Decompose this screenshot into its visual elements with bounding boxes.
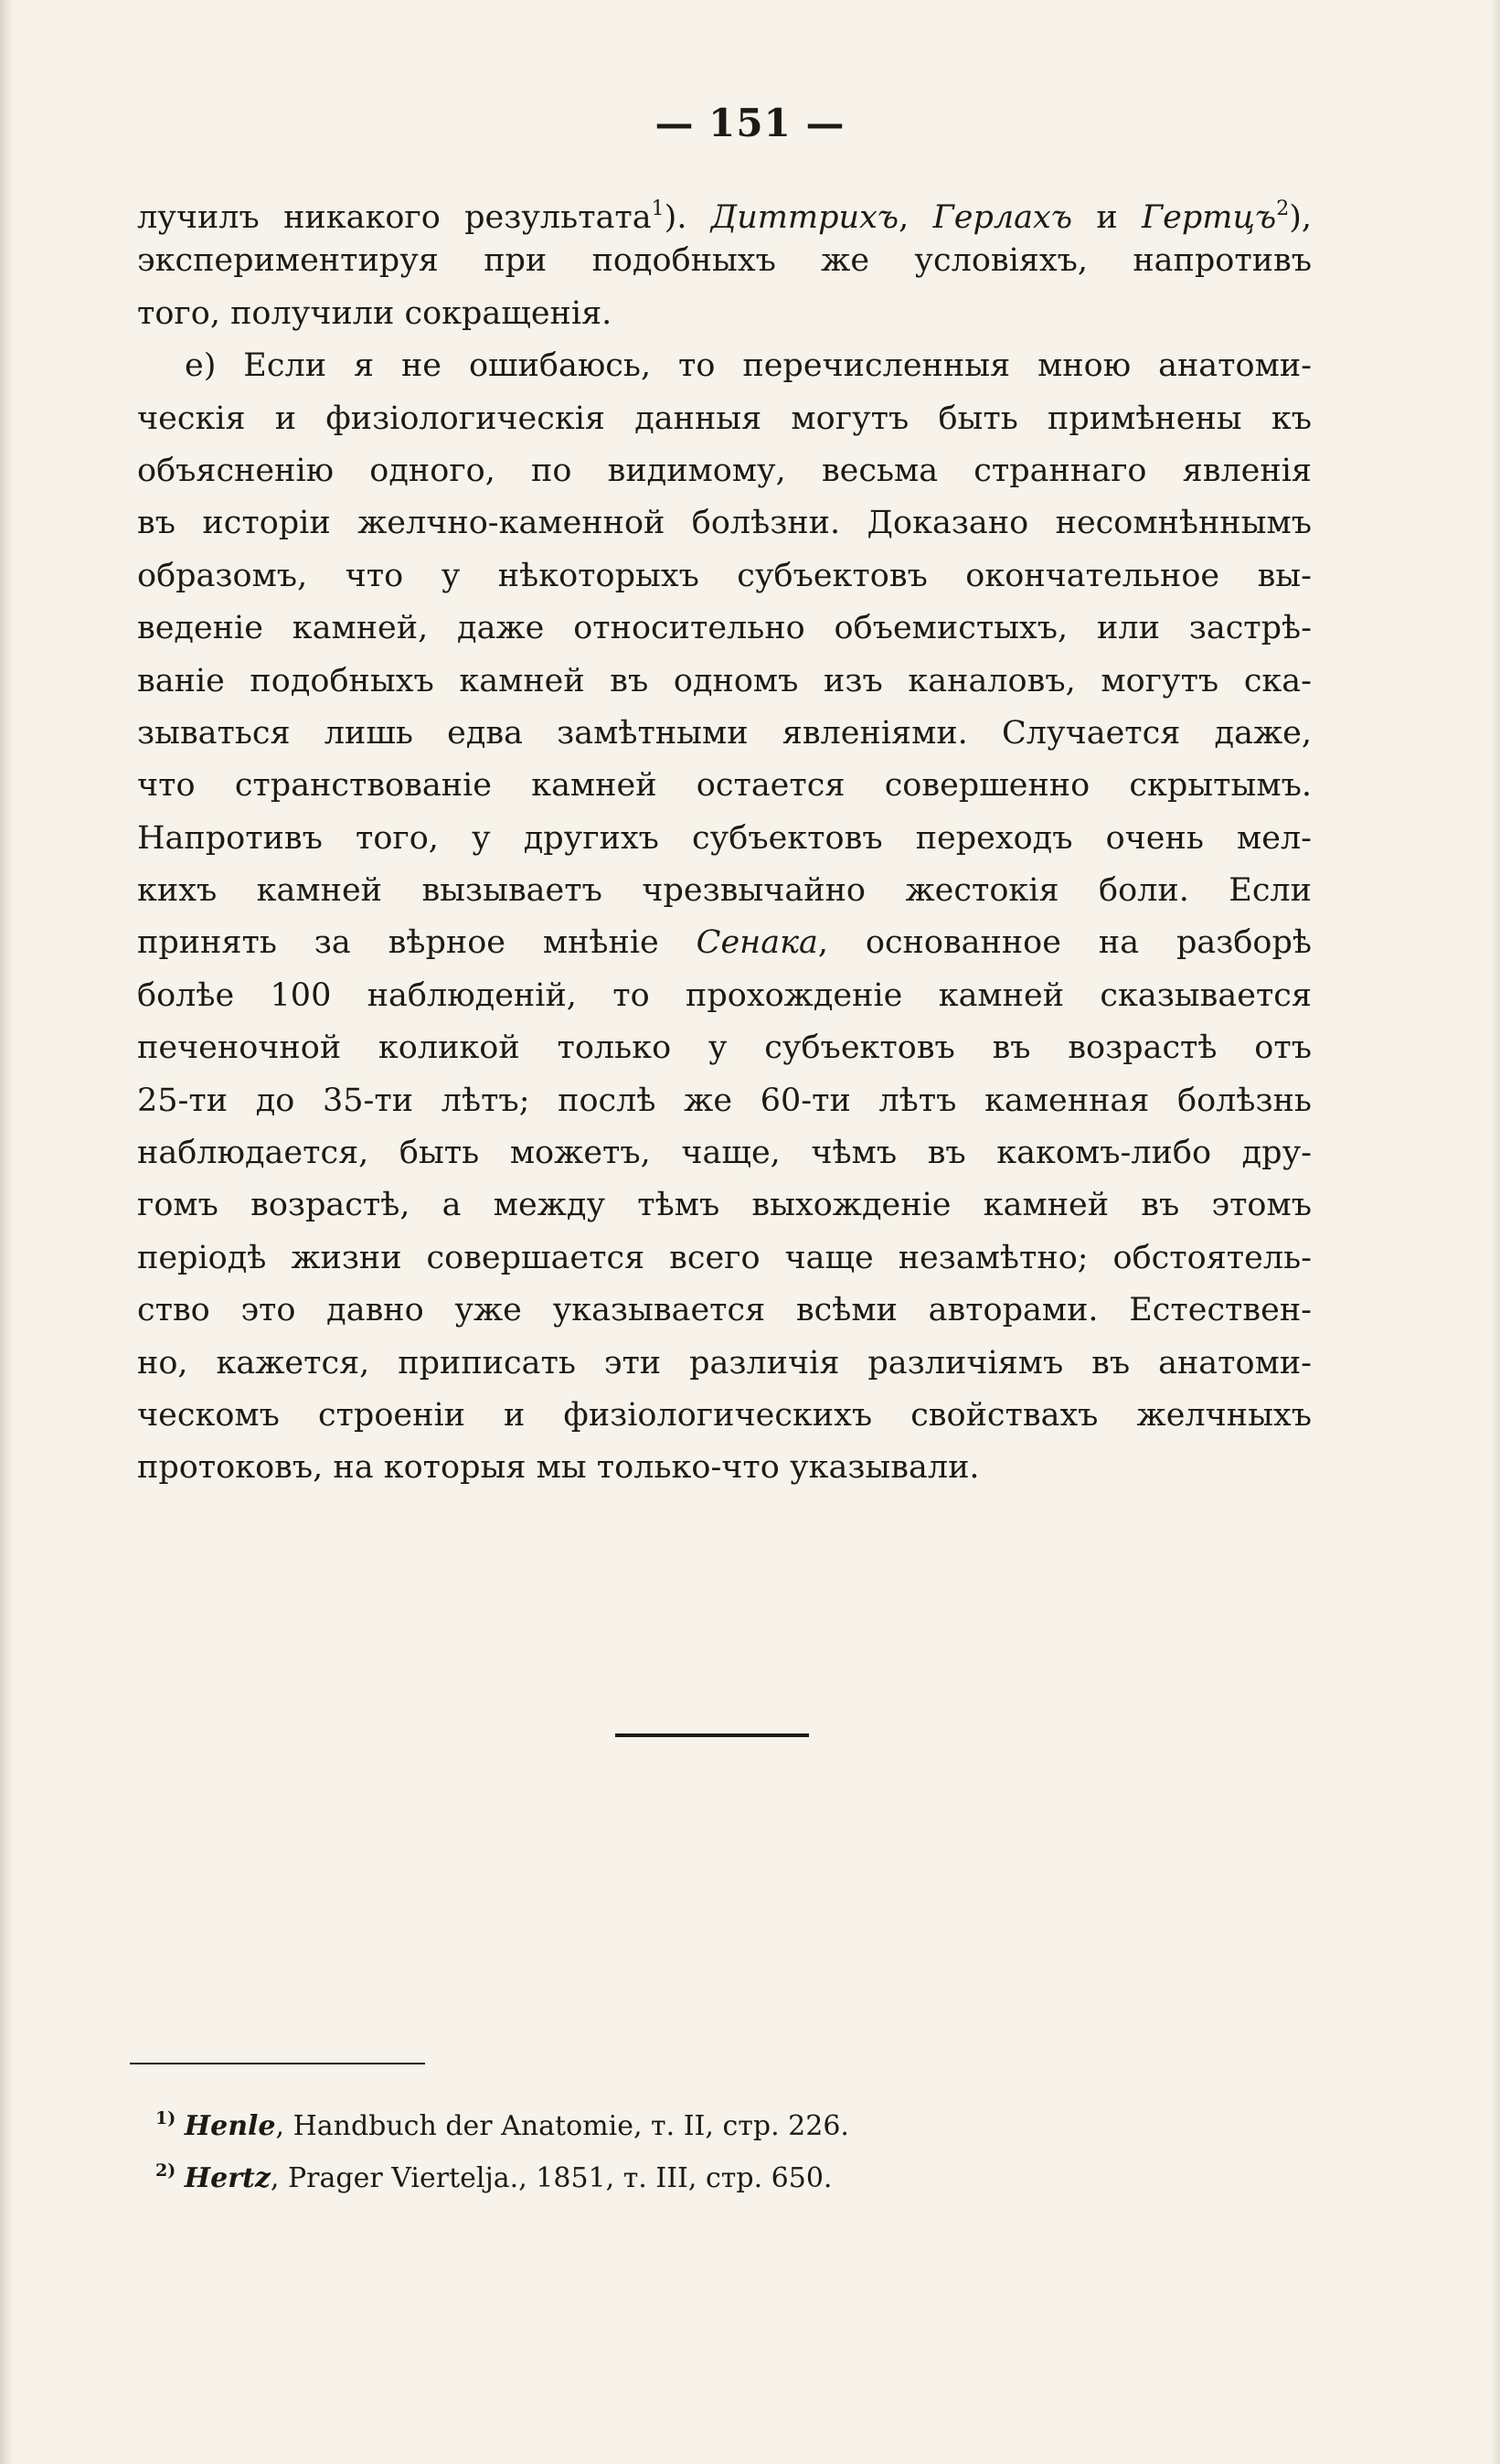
text-line bbox=[137, 917, 1312, 969]
text-line: но, кажется, приписать эти различія различіямъ въ анатоми- bbox=[137, 1344, 1312, 1381]
text-run: , bbox=[899, 199, 933, 236]
footnote-mark-paren: ) bbox=[167, 2108, 176, 2128]
author-name: Герлахъ bbox=[932, 199, 1073, 236]
footnote-2 bbox=[155, 2149, 978, 2201]
text-line: ство это давно уже указывается всѣми авторами. Естествен- bbox=[137, 1292, 1312, 1329]
text-line: протоковъ, на которыя мы только-что указывали. bbox=[137, 1449, 980, 1487]
text-line: ваніе подобныхъ камней въ одномъ изъ каналовъ, могутъ ска- bbox=[137, 662, 1312, 699]
section-divider bbox=[615, 1733, 809, 1737]
text-line: періодѣ жизни совершается всего чаще незамѣтно; обстоятель- bbox=[137, 1239, 1312, 1276]
text-line: ческомъ строеніи и физіологическихъ свойствахъ желчныхъ bbox=[137, 1396, 1312, 1434]
text-line: веденіе камней, даже относительно объемистыхъ, или застрѣ- bbox=[137, 610, 1312, 647]
text-line: зываться лишь едва замѣтными явленіями. Случается даже, bbox=[137, 714, 1312, 752]
text-run: принять за вѣрное мнѣніе bbox=[137, 924, 697, 962]
text-line: гомъ возрастѣ, а между тѣмъ выхожденіе камней въ этомъ bbox=[137, 1187, 1312, 1224]
text-run: ), bbox=[1289, 199, 1312, 236]
text-line bbox=[137, 183, 1312, 235]
footnotes bbox=[155, 2096, 978, 2201]
footnote-author: Hertz bbox=[184, 2162, 271, 2194]
text-run: и bbox=[1072, 199, 1142, 236]
page-number: — 151 — bbox=[654, 101, 846, 145]
footnote-mark: 2 bbox=[155, 2160, 168, 2181]
text-line: 25-ти до 35-ти лѣтъ; послѣ же 60-ти лѣтъ каменная болѣзнь bbox=[137, 1082, 1312, 1119]
left-page-edge bbox=[0, 0, 13, 2464]
footnote-mark-paren: ) bbox=[167, 2160, 176, 2181]
text-line: экспериментируя при подобныхъ же условіяхъ, напротивъ bbox=[137, 242, 1312, 280]
text-line: ческія и физіологическія данныя могутъ быть примѣнены къ bbox=[137, 400, 1312, 437]
text-line: печеночной коликой только у субъектовъ въ возрастѣ отъ bbox=[137, 1029, 1312, 1067]
text-line: того, получили сокращенія. bbox=[137, 294, 612, 332]
text-line: Напротивъ того, у другихъ субъектовъ переходъ очень мел- bbox=[137, 819, 1312, 857]
footnote-author: Henle bbox=[184, 2110, 276, 2142]
text-line: что странствованіе камней остается совершенно скрытымъ. bbox=[137, 767, 1312, 805]
footnote-ref: 1 bbox=[651, 197, 665, 220]
footnote-text: , Handbuch der Anatomie, т. II, стр. 226. bbox=[275, 2110, 849, 2142]
right-page-edge bbox=[1491, 0, 1500, 2464]
text-run: ). bbox=[664, 199, 711, 236]
text-line: кихъ камней вызываетъ чрезвычайно жестокія боли. Если bbox=[137, 872, 1312, 910]
footnote-divider bbox=[130, 2063, 425, 2064]
text-line: объясненію одного, по видимому, весьма страннаго явленія bbox=[137, 452, 1312, 489]
text-line: болѣе 100 наблюденій, то прохожденіе камней сказывается bbox=[137, 976, 1312, 1014]
footnote-text: , Prager Vierteljа., 1851, т. III, стр. 650. bbox=[270, 2162, 833, 2194]
text-line: въ исторіи желчно-каменной болѣзни. Доказано несомнѣннымъ bbox=[137, 505, 1312, 542]
author-name: Гертцъ bbox=[1141, 199, 1277, 236]
text-run: , основанное на разборѣ bbox=[817, 924, 1312, 962]
main-text bbox=[137, 183, 1312, 1495]
paragraph-start-line: е) Если я не ошибаюсь, то перечисленныя мною анатоми- bbox=[185, 347, 1312, 385]
footnote-1 bbox=[155, 2096, 978, 2149]
text-line: наблюдается, быть можетъ, чаще, чѣмъ въ какомъ-либо дру- bbox=[137, 1135, 1312, 1172]
text-run: лучилъ никакого результата bbox=[137, 199, 652, 236]
author-name: Сенака bbox=[696, 924, 818, 962]
footnote-mark: 1 bbox=[155, 2108, 168, 2128]
footnote-ref: 2 bbox=[1276, 197, 1290, 220]
text-line: образомъ, что у нѣкоторыхъ субъектовъ окончательное вы- bbox=[137, 557, 1312, 594]
author-name: Диттрихъ bbox=[710, 199, 899, 236]
